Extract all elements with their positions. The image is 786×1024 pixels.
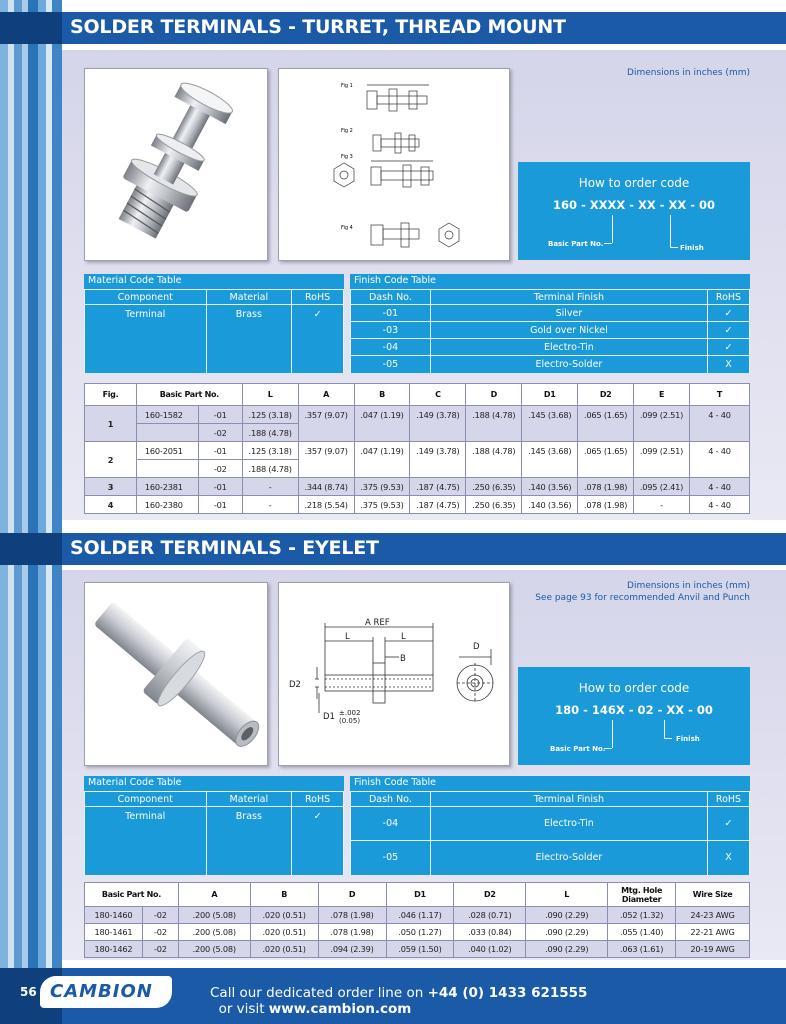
value-cell: - xyxy=(242,496,298,514)
order-code: 180 - 146X - 02 - XX - 00 xyxy=(555,703,713,717)
header-b: B xyxy=(354,384,410,406)
value-cell: .187 (4.75) xyxy=(410,478,466,496)
finish-cell: Electro-Tin xyxy=(430,339,707,356)
header-a: A xyxy=(178,883,250,907)
part-cell: 160-2051 xyxy=(136,442,198,460)
value-cell: .020 (0.51) xyxy=(250,924,318,941)
order-code: 160 - XXXX - XX - XX - 00 xyxy=(552,198,716,212)
part-cell: 180-1461 xyxy=(85,924,143,941)
part-cell: 160-2380 xyxy=(136,496,198,514)
value-cell: .099 (2.51) xyxy=(634,406,690,442)
header-component: Component xyxy=(85,290,207,305)
header-terminal-finish: Terminal Finish xyxy=(430,792,707,807)
value-cell: .090 (2.29) xyxy=(526,941,608,958)
order-leader-line xyxy=(612,215,613,243)
header-edge xyxy=(0,533,62,565)
call-mid: or visit xyxy=(210,1001,269,1017)
order-leader-line xyxy=(670,247,678,248)
value-cell: - xyxy=(634,496,690,514)
header-edge xyxy=(0,12,62,44)
table-caption: Finish Code Table xyxy=(354,275,436,286)
finish-cell: Electro-Solder xyxy=(430,841,707,875)
part-cell: 160-1582 xyxy=(136,406,198,424)
order-code-title: How to order code xyxy=(578,681,690,695)
dimensions-note: Dimensions in inches (mm) xyxy=(627,581,750,591)
material-cell: Terminal xyxy=(85,807,207,876)
header-dash-no: Dash No. xyxy=(351,792,431,807)
value-cell: .375 (9.53) xyxy=(354,478,410,496)
dash-cell: -02 xyxy=(198,460,242,478)
table-row xyxy=(85,478,750,496)
value-cell: .020 (0.51) xyxy=(250,941,318,958)
d-label: D xyxy=(473,642,480,652)
part-cell: 160-2381 xyxy=(136,478,198,496)
a-ref-label: A REF xyxy=(365,618,390,628)
table-row xyxy=(85,907,750,924)
table-row xyxy=(85,924,750,941)
header-t: T xyxy=(689,384,749,406)
finish-cell: X xyxy=(708,841,750,875)
value-cell: .078 (1.98) xyxy=(318,924,386,941)
finish-cell: Silver xyxy=(430,305,707,322)
value-cell: .145 (3.68) xyxy=(522,406,578,442)
part-cell: 180-1460 xyxy=(85,907,143,924)
value-cell: .357 (9.07) xyxy=(298,442,354,478)
dimensions-note: Dimensions in inches (mm) xyxy=(627,68,750,78)
value-cell: .020 (0.51) xyxy=(250,907,318,924)
value-cell: .200 (5.08) xyxy=(178,941,250,958)
eyelet-data-table xyxy=(84,882,750,958)
header-a: A xyxy=(298,384,354,406)
finish-cell: -05 xyxy=(351,841,431,875)
finish-cell: ✓ xyxy=(708,807,750,841)
finish-cell: -04 xyxy=(351,807,431,841)
finish-cell: -04 xyxy=(351,339,431,356)
value-cell: 24-23 AWG xyxy=(676,907,750,924)
value-cell: 4 - 40 xyxy=(689,478,749,496)
dash-cell: -01 xyxy=(198,496,242,514)
value-cell: .099 (2.51) xyxy=(634,442,690,478)
value-cell: .140 (3.56) xyxy=(522,478,578,496)
material-cell: Brass xyxy=(206,807,292,876)
header-d1: D1 xyxy=(386,883,454,907)
value-cell: .145 (3.68) xyxy=(522,442,578,478)
value-cell: .125 (3.18) xyxy=(242,442,298,460)
value-cell: .050 (1.27) xyxy=(386,924,454,941)
decorative-stripes xyxy=(0,0,62,1024)
header-rohs: RoHS xyxy=(292,290,344,305)
value-cell: .033 (0.84) xyxy=(454,924,526,941)
header-d2: D2 xyxy=(578,384,634,406)
value-cell: .078 (1.98) xyxy=(578,496,634,514)
header-b: B xyxy=(250,883,318,907)
header-l: L xyxy=(526,883,608,907)
header-d: D xyxy=(318,883,386,907)
header-material: Material xyxy=(206,290,292,305)
value-cell: .140 (3.56) xyxy=(522,496,578,514)
l-label-left: L xyxy=(345,632,350,642)
website-link[interactable]: www.cambion.com xyxy=(268,1001,412,1017)
value-cell: .090 (2.29) xyxy=(526,907,608,924)
fig-cell: 4 xyxy=(85,496,137,514)
fig-3-label: Fig 3 xyxy=(341,154,353,160)
finish-cell: X xyxy=(708,356,750,373)
value-cell: .188 (4.78) xyxy=(466,406,522,442)
dash-cell: -02 xyxy=(142,924,178,941)
value-cell: .055 (1.40) xyxy=(608,924,676,941)
table-row xyxy=(85,496,750,514)
eyelet-photo xyxy=(84,582,268,766)
section-title: SOLDER TERMINALS - TURRET, THREAD MOUNT xyxy=(70,16,566,38)
b-label: B xyxy=(400,654,406,664)
dimensions-note-eyelet xyxy=(535,580,750,604)
order-line xyxy=(210,985,786,1017)
value-cell: .200 (5.08) xyxy=(178,907,250,924)
finish-cell: -03 xyxy=(351,322,431,339)
header-c: C xyxy=(410,384,466,406)
header-basic-part: Basic Part No. xyxy=(85,883,179,907)
header-dash-no: Dash No. xyxy=(351,290,431,305)
material-cell: Terminal xyxy=(85,305,207,374)
footer xyxy=(0,968,786,1024)
material-cell: Brass xyxy=(206,305,292,374)
table-row xyxy=(85,442,750,460)
call-prefix: Call our dedicated order line on xyxy=(210,985,428,1001)
fig-cell: 2 xyxy=(85,442,137,478)
cambion-logo xyxy=(40,976,172,1008)
dash-cell: -01 xyxy=(198,406,242,424)
header-fig: Fig. xyxy=(85,384,137,406)
header-d2: D2 xyxy=(454,883,526,907)
value-cell: .028 (0.71) xyxy=(454,907,526,924)
table-row xyxy=(85,941,750,958)
header-material: Material xyxy=(206,792,292,807)
fig-1-label: Fig 1 xyxy=(341,83,353,89)
dash-cell: -02 xyxy=(142,941,178,958)
d1-label: D1 xyxy=(323,712,335,722)
value-cell: .065 (1.65) xyxy=(578,406,634,442)
value-cell: .200 (5.08) xyxy=(178,924,250,941)
value-cell: .052 (1.32) xyxy=(608,907,676,924)
finish-cell: -01 xyxy=(351,305,431,322)
value-cell: .187 (4.75) xyxy=(410,496,466,514)
finish-code-table xyxy=(350,274,750,373)
value-cell: .250 (6.35) xyxy=(466,496,522,514)
section-title: SOLDER TERMINALS - EYELET xyxy=(70,537,379,559)
material-code-table xyxy=(84,776,344,875)
value-cell: .125 (3.18) xyxy=(242,406,298,424)
value-cell: .059 (1.50) xyxy=(386,941,454,958)
order-leader-line xyxy=(670,215,671,247)
value-cell: .375 (9.53) xyxy=(354,496,410,514)
turret-photo xyxy=(84,68,268,261)
value-cell: .040 (1.02) xyxy=(454,941,526,958)
order-leader-line xyxy=(664,720,665,738)
value-cell: - xyxy=(242,478,298,496)
header-terminal-finish: Terminal Finish xyxy=(430,290,707,305)
finish-cell: Electro-Tin xyxy=(430,807,707,841)
header-d1: D1 xyxy=(522,384,578,406)
turret-drawing xyxy=(278,68,510,261)
header-e: E xyxy=(634,384,690,406)
order-leader-line xyxy=(612,720,613,748)
header-wire-size: Wire Size xyxy=(676,883,750,907)
value-cell: .149 (3.78) xyxy=(410,406,466,442)
table-caption: Finish Code Table xyxy=(354,777,436,788)
order-code-box xyxy=(518,162,750,260)
phone-number: +44 (0) 1433 621555 xyxy=(427,985,588,1001)
value-cell: .065 (1.65) xyxy=(578,442,634,478)
header-rohs: RoHS xyxy=(292,792,344,807)
table-row xyxy=(85,406,750,424)
value-cell: .357 (9.07) xyxy=(298,406,354,442)
l-label-right: L xyxy=(401,632,406,642)
header-mtg-hole: Mtg. Hole Diameter xyxy=(608,883,676,907)
finish-cell: Gold over Nickel xyxy=(430,322,707,339)
dash-cell: -02 xyxy=(142,907,178,924)
finish-cell: Electro-Solder xyxy=(430,356,707,373)
header-component: Component xyxy=(85,792,207,807)
dash-cell: -02 xyxy=(198,424,242,442)
value-cell: .078 (1.98) xyxy=(318,907,386,924)
dash-cell: -01 xyxy=(198,442,242,460)
value-cell: .344 (8.74) xyxy=(298,478,354,496)
value-cell: .095 (2.41) xyxy=(634,478,690,496)
part-cell xyxy=(136,460,198,478)
finish-cell: ✓ xyxy=(708,339,750,356)
order-code-title: How to order code xyxy=(578,176,690,190)
value-cell: .094 (2.39) xyxy=(318,941,386,958)
value-cell: .063 (1.61) xyxy=(608,941,676,958)
value-cell: .188 (4.78) xyxy=(466,442,522,478)
tolerance-mm-label: (0.05) xyxy=(339,717,361,725)
order-code-box xyxy=(518,667,750,765)
fig-cell: 3 xyxy=(85,478,137,496)
anvil-note: See page 93 for recommended Anvil and Punch xyxy=(535,593,750,603)
value-cell: .250 (6.35) xyxy=(466,478,522,496)
value-cell: 20-19 AWG xyxy=(676,941,750,958)
basic-part-label: Basic Part No. xyxy=(550,745,606,753)
header-basic-part: Basic Part No. xyxy=(136,384,242,406)
logo-text: CAMBION xyxy=(50,981,153,1002)
tolerance-label: ±.002 xyxy=(339,709,361,717)
value-cell: .188 (4.78) xyxy=(242,424,298,442)
value-cell: .046 (1.17) xyxy=(386,907,454,924)
value-cell: 4 - 40 xyxy=(689,496,749,514)
part-cell xyxy=(136,424,198,442)
material-cell: ✓ xyxy=(292,305,344,374)
finish-cell: ✓ xyxy=(708,305,750,322)
value-cell: .047 (1.19) xyxy=(354,406,410,442)
section-header-turret xyxy=(0,12,786,44)
order-leader-line xyxy=(604,243,612,244)
finish-cell: -05 xyxy=(351,356,431,373)
basic-part-label: Basic Part No. xyxy=(548,240,604,248)
value-cell: .188 (4.78) xyxy=(242,460,298,478)
table-caption: Material Code Table xyxy=(88,777,182,788)
header-l: L xyxy=(242,384,298,406)
fig-cell: 1 xyxy=(85,406,137,442)
dash-cell: -01 xyxy=(198,478,242,496)
value-cell: 22-21 AWG xyxy=(676,924,750,941)
part-cell: 180-1462 xyxy=(85,941,143,958)
value-cell: .047 (1.19) xyxy=(354,442,410,478)
header-rohs: RoHS xyxy=(708,792,750,807)
section-header-eyelet xyxy=(0,533,786,565)
fig-2-label: Fig 2 xyxy=(341,128,353,134)
material-code-table xyxy=(84,274,344,373)
fig-4-label: Fig 4 xyxy=(341,225,353,231)
finish-code-table xyxy=(350,776,750,875)
header-rohs: RoHS xyxy=(708,290,750,305)
value-cell: 4 - 40 xyxy=(689,406,749,442)
value-cell: .078 (1.98) xyxy=(578,478,634,496)
value-cell: .218 (5.54) xyxy=(298,496,354,514)
value-cell: .149 (3.78) xyxy=(410,442,466,478)
finish-cell: ✓ xyxy=(708,322,750,339)
header-d: D xyxy=(466,384,522,406)
finish-label: Finish xyxy=(680,244,704,252)
value-cell: 4 - 40 xyxy=(689,442,749,478)
d2-label: D2 xyxy=(289,680,301,690)
table-caption: Material Code Table xyxy=(88,275,182,286)
eyelet-drawing xyxy=(278,582,510,766)
order-leader-line xyxy=(664,738,672,739)
finish-label: Finish xyxy=(676,735,700,743)
value-cell: .090 (2.29) xyxy=(526,924,608,941)
page-number: 56 xyxy=(20,985,37,999)
turret-data-table xyxy=(84,383,750,514)
material-cell: ✓ xyxy=(292,807,344,876)
